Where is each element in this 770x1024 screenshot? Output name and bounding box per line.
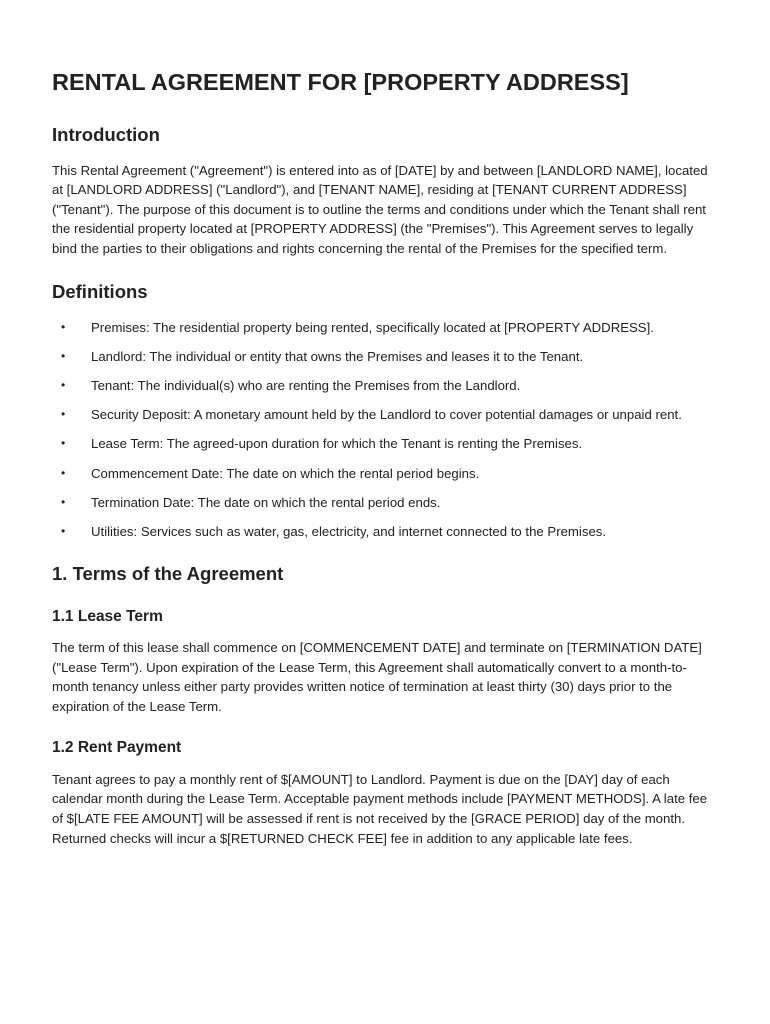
document-title: RENTAL AGREEMENT FOR [PROPERTY ADDRESS] [52, 69, 629, 95]
definitions-list [52, 318, 720, 542]
introduction-paragraph: This Rental Agreement ("Agreement") is entered into as of [DATE] by and between [LANDLORD NAME], located at [LANDLORD ADDRESS] ("Landlord"), and [TENANT NAME], residing at [TENANT CURRENT ADDRESS] ("Tenant"). The purpose of this document is to outline the terms and conditions under which the Tenant shall rent the residential property located at [PROPERTY ADDRESS] (the "Premises"). This Agreement serves to legally bind the parties to their obligations and rights concerning the rental of the Premises for the specified term. [52, 162, 708, 256]
terms-heading: 1. Terms of the Agreement [52, 562, 284, 584]
rent-payment-subsection [52, 738, 720, 848]
lease-term-heading: 1.1 Lease Term [52, 607, 163, 625]
definition-text: Commencement Date: The date on which the rental period begins. [91, 465, 480, 481]
rent-payment-paragraph: Tenant agrees to pay a monthly rent of $[AMOUNT] to Landlord. Payment is due on the [DAY] day of each calendar month during the Lease Term. Acceptable payment methods include [PAYMENT METHODS]. A late fee of $[LATE FEE AMOUNT] will be assessed if rent is not received by the [GRACE PERIOD] day of the month. Returned checks will incur a $[RETURNED CHECK FEE] fee in addition to any applicable late fees. [52, 771, 708, 846]
definitions-heading: Definitions [52, 281, 148, 303]
introduction-heading: Introduction [52, 124, 160, 146]
list-item [52, 434, 720, 454]
bullet-icon: • [61, 319, 66, 334]
bullet-icon: • [61, 407, 66, 422]
bullet-icon: • [61, 494, 66, 509]
list-item [52, 522, 720, 542]
list-item [52, 318, 720, 338]
definitions-section [52, 280, 720, 541]
terms-section [52, 562, 720, 849]
list-item [52, 405, 720, 425]
list-item [52, 464, 720, 484]
definition-text: Tenant: The individual(s) who are renting the Premises from the Landlord. [91, 377, 521, 393]
bullet-icon: • [61, 465, 66, 480]
definition-text: Utilities: Services such as water, gas, electricity, and internet connected to the Premises. [91, 523, 607, 539]
definition-text: Premises: The residential property being rented, specifically located at [PROPERTY ADDRESS]. [91, 319, 654, 335]
definition-text: Landlord: The individual or entity that owns the Premises and leases it to the Tenant. [91, 348, 584, 364]
definition-text: Security Deposit: A monetary amount held by the Landlord to cover potential damages or unpaid rent. [91, 407, 682, 423]
list-item [52, 347, 720, 367]
list-item [52, 493, 720, 513]
lease-term-paragraph: The term of this lease shall commence on [COMMENCEMENT DATE] and terminate on [TERMINATION DATE] ("Lease Term"). Upon expiration of the Lease Term, this Agreement shall automatically convert to a month-to-month tenancy unless either party provides written notice of termination at least thirty (30) days prior to the expiration of the Lease Term. [52, 640, 702, 714]
introduction-section [52, 123, 720, 258]
list-item [52, 376, 720, 396]
rent-payment-heading: 1.2 Rent Payment [52, 739, 182, 757]
bullet-icon: • [61, 523, 66, 538]
bullet-icon: • [61, 436, 66, 451]
definition-text: Lease Term: The agreed-upon duration for which the Tenant is renting the Premises. [91, 436, 583, 452]
bullet-icon: • [61, 377, 66, 392]
definition-text: Termination Date: The date on which the rental period ends. [91, 494, 441, 510]
lease-term-subsection [52, 607, 720, 717]
bullet-icon: • [61, 348, 66, 363]
